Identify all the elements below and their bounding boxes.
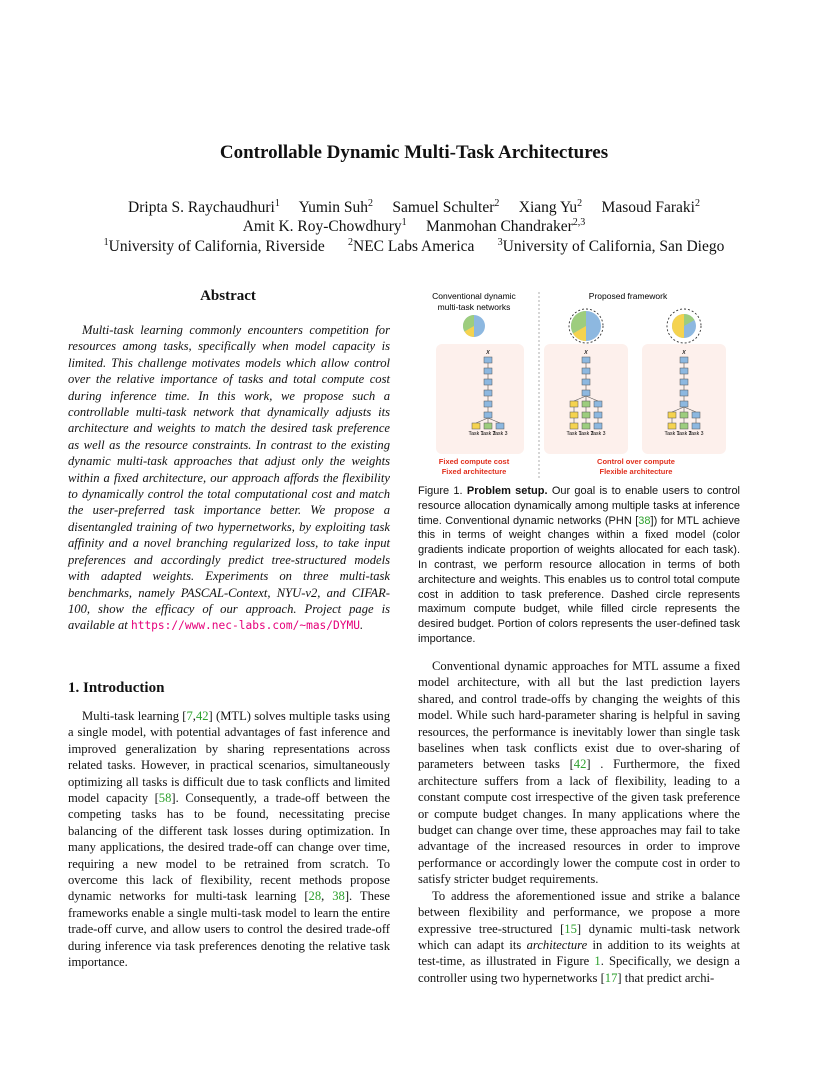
layer-block	[692, 412, 700, 418]
task-label: Task 2	[578, 431, 594, 437]
figure-1	[418, 288, 740, 480]
right-caption-2: Flexible architecture	[599, 467, 673, 476]
author-name: Manmohan Chandraker$^{2,3}$	[425, 217, 586, 236]
layer-block	[668, 423, 676, 429]
layer-block	[496, 423, 504, 429]
layer-block	[582, 357, 590, 363]
italic-term: architecture	[526, 937, 588, 952]
layer-block	[582, 379, 590, 385]
citation-link[interactable]: 42	[195, 709, 209, 723]
citation-link[interactable]: 28	[308, 889, 322, 904]
affiliation: $^1$University of California, Riverside	[103, 237, 325, 256]
project-page-link[interactable]: https://www.nec-labs.com/~mas/DYMU	[130, 619, 360, 633]
task-label: Task 3	[688, 431, 704, 437]
figure-caption	[418, 484, 740, 647]
author-name: Masoud Faraki$^2$	[601, 198, 700, 217]
intro-column	[68, 708, 390, 971]
citation-link[interactable]: 42	[573, 757, 587, 772]
layer-block	[582, 423, 590, 429]
layer-block	[582, 412, 590, 418]
abstract-body: Multi-task learning commonly encounters competition for resources among tasks, specifically when model capacity is limited. This challenge motivates models which allow control over the relative importance of tasks and total compute cost during inference time. In this work, we propose such a controllable multi-task network that dynamically adjusts its architecture and weights to match the desired task preference as well as the resource constraints. In contrast to the existing dynamic multi-task approaches that adjust only the weights within a fixed architecture, our approach affords the flexibility to dynamically control the total computational cost and match the user-preferred task importance better. We propose a disentangled training of two hypernetworks, by exploiting task affinity and a novel branching regularized loss, to take input preferences and accordingly predict tree-structured models with adapted weights. Experiments on three multi-task benchmarks, namely PASCAL-Context, NYU-v2, and CIFAR-100, show the efficacy of our approach. Project page is available at	[68, 323, 390, 633]
affiliation: $^3$University of California, San Diego	[497, 237, 725, 256]
layer-block	[582, 401, 590, 407]
right-column	[418, 658, 740, 986]
layer-block	[680, 401, 688, 407]
caption-text-2: ]) for MTL achieve this in terms of weight changes within a fixed model (color gradients indicate proportion of weights allocated for each task). In contrast, we perform resource allocation in terms of both architecture and weights. This enables us to control total compute cost in addition to task preference. Dashed circle represents maximum compute budget, while filled circle represents the desired budget. Portion of colors represents the user-defined task importance.	[418, 514, 741, 645]
citation-link[interactable]: 1	[594, 954, 601, 969]
caption-text-1: Our goal is to enable users to control resource allocation dynamically among multiple tasks at inference time. Conventional dynamic networks (PHN [	[418, 485, 741, 527]
caption-bold: Problem setup.	[466, 485, 548, 497]
intro-heading: 1. Introduction	[68, 680, 165, 696]
task-label: Task 2	[676, 431, 692, 437]
layer-block	[680, 357, 688, 363]
task-label: Task 3	[590, 431, 606, 437]
citation-link[interactable]: 17	[604, 970, 618, 985]
author-name: Xiang Yu$^2$	[518, 198, 583, 217]
input-label: x	[584, 349, 588, 356]
task-label: Task 1	[566, 431, 582, 437]
citation-link[interactable]: 58	[158, 791, 172, 806]
fig-label-left-2: multi-task networks	[437, 302, 511, 312]
layer-block	[680, 379, 688, 385]
citation-link[interactable]: 38	[332, 889, 345, 904]
task-label: Task 3	[492, 431, 508, 437]
input-label: x	[486, 349, 490, 356]
layer-block	[692, 423, 700, 429]
author-name: Yumin Suh$^2$	[298, 198, 373, 217]
intro-paragraph: Multi-task learning [7,42] (MTL) solves multiple tasks using a single model, with potential advantages of fast inference and improved generalization by sharing representations across related tasks. However, in practical scenarios, simultaneously optimizing all tasks is difficult due to task conflicts and limited model capacity [58]. Consequently, a trade-off between the competing tasks has to be found, necessitating precise balancing of the different task losses during optimization. In many applications, the desired trade-off can change over time, requiring a new model to be retrained from scratch. To overcome this lack of flexibility, recent methods propose dynamic networks for multi-task learning [28, 38]. These frameworks enable a single multi-task model to learn the entire trade-off curve, and allow users to control the desired trade-off during inference via task preferences denoting the relative task importance.	[68, 709, 390, 970]
task-label: Task 2	[480, 431, 496, 437]
left-caption-1: Fixed compute cost	[438, 457, 510, 466]
caption-ref[interactable]: 38	[638, 514, 651, 527]
abstract-text	[68, 322, 390, 635]
pie-conventional	[463, 315, 485, 337]
right-caption-1: Control over compute	[597, 457, 675, 466]
layer-block	[668, 412, 676, 418]
abstract-heading: Abstract	[200, 288, 256, 304]
affiliations	[0, 233, 828, 257]
layer-block	[570, 401, 578, 407]
layer-block	[582, 390, 590, 396]
citation-link[interactable]: 15	[564, 921, 577, 936]
pie-proposed-1	[569, 309, 603, 343]
fig-label-left-1: Conventional dynamic	[432, 291, 516, 301]
layer-block	[484, 412, 492, 418]
task-label: Task 1	[468, 431, 484, 437]
layer-block	[594, 423, 602, 429]
left-caption-2: Fixed architecture	[441, 467, 507, 476]
layer-block	[472, 423, 480, 429]
layer-block	[594, 401, 602, 407]
caption-label: Figure 1.	[418, 485, 463, 497]
author-name: Samuel Schulter$^2$	[392, 198, 500, 217]
layer-block	[594, 412, 602, 418]
layer-block	[680, 390, 688, 396]
pie-slice-task1	[672, 314, 684, 338]
input-label: x	[682, 349, 686, 356]
layer-block	[680, 423, 688, 429]
layer-block	[570, 423, 578, 429]
abstract-end: .	[359, 618, 364, 633]
right-paragraph-2: To address the aforementioned issue and strike a balance between flexibility and performance, we propose a more expressive tree-structured [15] dynamic multi-task network which can adapt its architecture in addition to its weights at test-time, as illustrated in Figure 1. Specifically, we design a controller using two hypernetworks [17] that predict archi-	[418, 888, 740, 985]
layer-block	[484, 368, 492, 374]
affiliation: $^2$NEC Labs America	[348, 237, 475, 256]
citation-link[interactable]: 7	[186, 709, 193, 723]
layer-block	[570, 412, 578, 418]
layer-block	[484, 390, 492, 396]
layer-block	[484, 423, 492, 429]
author-name: Amit K. Roy-Chowdhury$^1$	[242, 217, 407, 236]
layer-block	[484, 357, 492, 363]
right-paragraph-1: Conventional dynamic approaches for MTL assume a fixed model architecture, with all but the last prediction layers shared, and control trade-offs by changing the weights of this model. While such hard-parameter sharing is helpful in saving resources, the performance is inevitably lower than single task baselines when task conflicts exist due to over-sharing of parameters between tasks [42] . Furthermore, the fixed architecture suffers from a lack of flexibility, leading to a constant compute cost irrespective of the given task preference or compute budget changes. In many applications where the budget can change over time, these approaches may fail to take advantage of the increased resources in order to improve performance or accordingly lower the compute cost in order to satisfy stricter budget requirements.	[418, 659, 741, 887]
task-label: Task 1	[664, 431, 680, 437]
layer-block	[680, 412, 688, 418]
layer-block	[680, 368, 688, 374]
layer-block	[484, 401, 492, 407]
author-name: Dripta S. Raychaudhuri$^1$	[128, 198, 280, 217]
panel-conventional	[436, 344, 524, 454]
layer-block	[484, 379, 492, 385]
layer-block	[582, 368, 590, 374]
paper-title: Controllable Dynamic Multi-Task Architectures	[219, 142, 609, 163]
pie-proposed-2	[667, 309, 701, 343]
fig-label-right: Proposed framework	[588, 291, 668, 301]
